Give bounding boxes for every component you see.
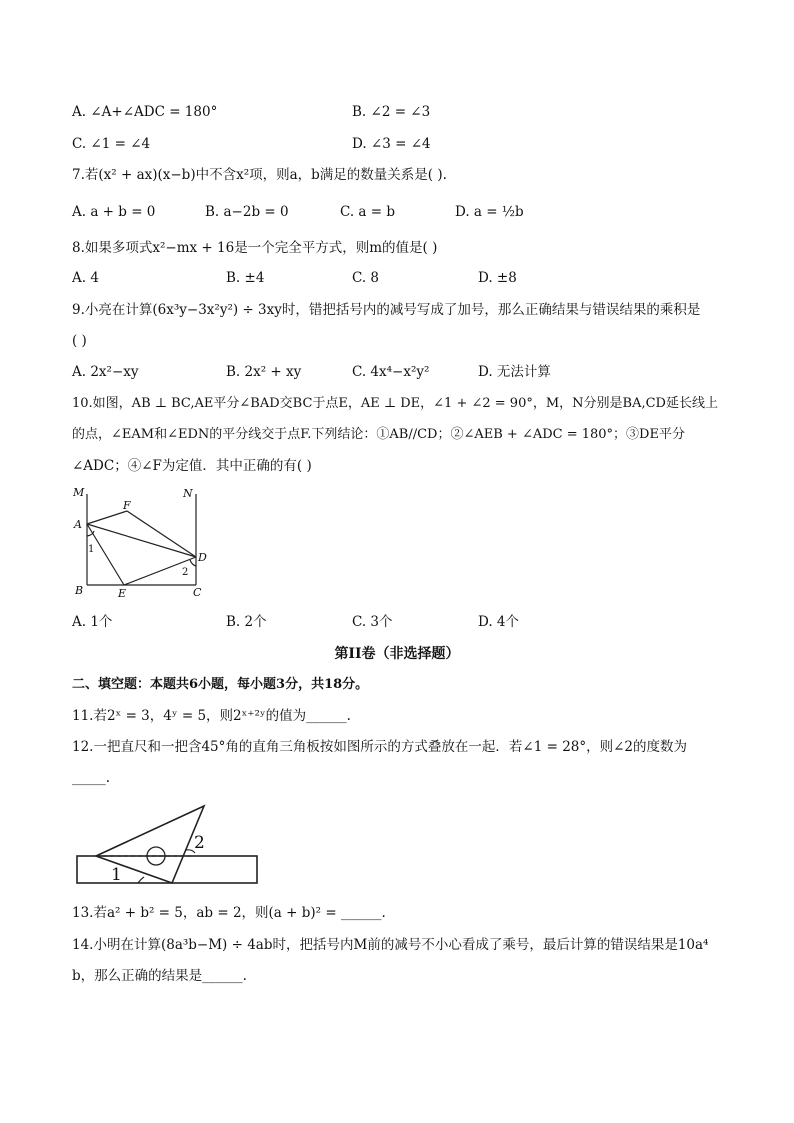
q10-stem-line1: 10.如图，AB ⊥ BC,AE平分∠BAD交BC于点E，AE ⊥ DE，∠1 + ∠2 = 90°，M，N分别是BA,CD延长线上	[72, 396, 718, 411]
q7-option-d[interactable]: D. a = ½b	[455, 204, 524, 220]
label-n: N	[183, 487, 193, 500]
label-angle-2: 2	[194, 833, 205, 853]
q9-stem-line2: ( )	[72, 333, 87, 349]
label-m: M	[73, 486, 85, 499]
line-af	[87, 511, 127, 524]
q7-option-a[interactable]: A. a + b = 0	[72, 204, 156, 220]
label-b: B	[75, 584, 84, 597]
q6-option-d[interactable]: D. ∠3 = ∠4	[352, 136, 431, 152]
q7-stem: 7.若(x² + ax)(x−b)中不含x²项，则a，b满足的数量关系是( ).	[72, 167, 447, 183]
q11-stem: 11.若2ˣ = 3，4ʸ = 5，则2ˣ⁺²ʸ的值为______.	[72, 708, 351, 724]
angle-2-arc	[190, 560, 196, 566]
label-c: C	[193, 586, 202, 599]
label-angle-1: 1	[88, 544, 95, 555]
label-angle-1: 1	[111, 865, 122, 885]
q6-option-b[interactable]: B. ∠2 = ∠3	[352, 104, 431, 120]
q10-stem-line2: 的点，∠EAM和∠EDN的平分线交于点F.下列结论：①AB//CD；②∠AEB + ∠ADC = 180°；③DE平分	[72, 427, 685, 442]
label-a: A	[74, 518, 82, 531]
q7-option-b[interactable]: B. a−2b = 0	[205, 204, 289, 220]
q10-option-c[interactable]: C. 3个	[352, 614, 393, 630]
angle-1-arc	[138, 877, 144, 883]
label-angle-2: 2	[182, 567, 189, 578]
ruler	[77, 856, 257, 883]
q8-option-d[interactable]: D. ±8	[478, 270, 517, 286]
label-f: F	[123, 499, 131, 512]
q12-ruler-triangle-figure	[74, 800, 264, 890]
q14-stem-line1: 14.小明在计算(8a³b−M) ÷ 4ab时，把括号内M前的减号不小心看成了乘号，最后计算的错误结果是10a⁴	[72, 937, 709, 953]
q8-option-b[interactable]: B. ±4	[226, 270, 265, 286]
q6-option-a[interactable]: A. ∠A+∠ADC = 180°	[72, 104, 218, 120]
q13-stem: 13.若a² + b² = 5，ab = 2，则(a + b)² = ______.	[72, 905, 386, 921]
q9-stem-line1: 9.小亮在计算(6x³y−3x²y²) ÷ 3xy时，错把括号内的减号写成了加号，那么正确结果与错误结果的乘积是	[72, 302, 701, 318]
q9-option-d[interactable]: D. 无法计算	[478, 364, 551, 380]
q14-stem-line2: b，那么正确的结果是______.	[72, 968, 247, 984]
q9-option-c[interactable]: C. 4x⁴−x²y²	[352, 364, 430, 380]
section-title: 第II卷（非选择题）	[334, 646, 460, 662]
angle-1-arc	[87, 531, 94, 536]
q10-geometry-figure	[70, 484, 220, 602]
q10-option-d[interactable]: D. 4个	[478, 614, 520, 630]
q12-stem-line2: _____.	[72, 770, 111, 786]
section-header: 二、填空题：本题共6小题，每小题3分，共18分。	[72, 677, 369, 692]
q9-option-a[interactable]: A. 2x²−xy	[72, 364, 139, 380]
q10-stem-line3: ∠ADC；④∠F为定值．其中正确的有( )	[72, 458, 312, 474]
q6-option-c[interactable]: C. ∠1 = ∠4	[72, 136, 151, 152]
line-fd	[127, 511, 196, 557]
label-d: D	[198, 551, 207, 564]
label-e: E	[118, 587, 127, 600]
q10-option-b[interactable]: B. 2个	[226, 614, 267, 630]
q8-stem: 8.如果多项式x²−mx + 16是一个完全平方式，则m的值是( )	[72, 240, 438, 256]
q8-option-a[interactable]: A. 4	[72, 270, 99, 286]
q12-stem-line1: 12.一把直尺和一把含45°角的直角三角板按如图所示的方式叠放在一起．若∠1 = 28°，则∠2的度数为	[72, 739, 688, 755]
q9-option-b[interactable]: B. 2x² + xy	[226, 364, 302, 380]
q8-option-c[interactable]: C. 8	[352, 270, 380, 286]
q7-option-c[interactable]: C. a = b	[340, 204, 396, 220]
q10-option-a[interactable]: A. 1个	[72, 614, 113, 630]
